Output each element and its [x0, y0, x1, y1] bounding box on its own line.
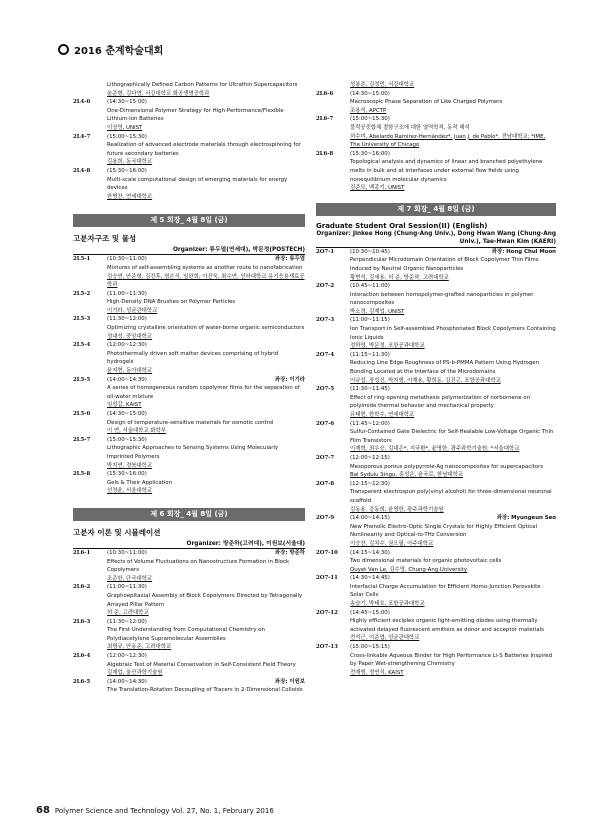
- entry-body: [107, 436, 305, 470]
- entry-authors: 김용희, 동국대학교: [107, 159, 153, 166]
- entry-time-line: [350, 282, 556, 291]
- entry-body: [350, 316, 556, 350]
- entry-authors: 이기라, 성균관대학교: [107, 307, 158, 314]
- entry-code: [73, 81, 107, 98]
- entry-body: [107, 410, 305, 436]
- entry-body: [350, 248, 556, 282]
- entry-code: 2L6-6: [316, 90, 334, 97]
- entry-time-line: [107, 549, 305, 558]
- entry-body: [350, 609, 556, 643]
- left-top-entries: [73, 81, 305, 201]
- page-number: 68: [36, 805, 50, 816]
- entry-authors: Bal Sydulu Singu, 홍성은, 윤국로, 한남대학교: [350, 472, 464, 479]
- entry-authors: 이재혁, 최우승, 김대은*, 지국환*, 윤명한, 광주과학기술원; *서울대학교: [350, 446, 520, 453]
- entry-time: (14:15~14:30): [350, 549, 390, 556]
- entry-time-line: [350, 351, 556, 360]
- entry-body: [350, 351, 556, 385]
- entry-code: 2L6-1: [73, 549, 91, 556]
- session-chair: 좌장: Hong Chul Moon: [491, 248, 556, 255]
- entry-time: (12:15~12:30): [350, 480, 390, 487]
- entry-authors: 송슬기, 박태호, 포항공과대학교: [350, 601, 425, 608]
- session7-title: Graduate Student Oral Session(II) (English): [316, 221, 488, 230]
- session7-entries: [316, 248, 556, 678]
- entry-time: (11:30~11:45): [350, 386, 390, 393]
- entry-time-line: [107, 410, 305, 419]
- entry-time: (15:30~16:00): [350, 150, 390, 157]
- session6-organizer: Organizer: 방준하(고려대), 이원보(서울대): [186, 540, 305, 547]
- entry-body: [107, 255, 305, 289]
- entry-time: (15:30~16:00): [107, 471, 147, 478]
- entry-title: Reducing Line Edge Roughness of PS-b-PMMA Pattern Using Hydrogen Bonding Located at the Interface of the Microdomains: [350, 360, 539, 376]
- entry-authors: 최명규, 안동준, 고려대학교: [107, 644, 172, 651]
- entry-time-line: [350, 480, 556, 489]
- session-chair: 좌장: 이원보: [274, 678, 305, 685]
- entry-title: Photothermally driven soft matter devices comprising of hybrid hydrogels: [107, 350, 279, 366]
- entry-authors: 정하영, 박문정, 포항공과대학교: [350, 343, 425, 350]
- entry-time-line: [350, 248, 556, 257]
- entry-code: 2L5-1: [73, 256, 91, 263]
- session-chair: 좌장: 방준하: [274, 549, 305, 556]
- entry-title: Highly efficient exciplex organic light-emitting diodes using thermally activated delayed fluorescent emitters as donor and acceptor materials: [350, 618, 544, 633]
- entry-time-line: [350, 549, 556, 558]
- circle-bullet-icon: [58, 44, 69, 55]
- entry-body: [107, 315, 305, 341]
- entry-title: Multi-scale computational design of emerging materials for energy devices: [107, 176, 288, 192]
- entry-code: 2O7-11: [316, 575, 338, 582]
- session5-entries: [73, 255, 305, 496]
- entry-time-line: [107, 341, 305, 350]
- entry-authors: 허수미, Abelardo Ramirez-Hernández*, Juan J. de Pablo*, 전남대학교; *IME, The University of Chicago: [350, 133, 546, 149]
- entry-time: (11:30~12:00): [107, 618, 147, 625]
- entry-code: 2L6-4: [73, 653, 91, 660]
- entry-authors: 김동용, 강동희, 윤명한, 광주과학기술원: [350, 506, 444, 513]
- program-entry: [73, 341, 305, 375]
- entry-authors: 윤지현, 동아대학교: [107, 368, 153, 375]
- entry-authors: 허 준, 고려대학교: [107, 610, 149, 617]
- page-footer: [36, 805, 274, 816]
- entry-body: [107, 549, 305, 583]
- header-title: 2016 춘계학술대회: [74, 46, 164, 57]
- program-entry: [316, 514, 556, 548]
- entry-body: [350, 454, 556, 480]
- entry-code: 2L4-7: [73, 133, 91, 140]
- entry-time-line: [350, 385, 556, 394]
- entry-authors: 박지연, 경북대학교: [107, 462, 153, 469]
- program-entry: [316, 248, 556, 282]
- session-chair: 좌장: 이기라: [274, 376, 305, 383]
- entry-time: (10:30~10:45): [350, 248, 390, 255]
- entry-time: (14:30~15:00): [107, 99, 147, 106]
- program-entry: [73, 133, 305, 167]
- entry-time: (15:00~15:30): [107, 133, 147, 140]
- entry-code: 2O7-4: [316, 351, 335, 358]
- program-entry: [73, 436, 305, 470]
- entry-time-line: [107, 376, 305, 385]
- program-entry: [316, 351, 556, 385]
- entry-body: [350, 81, 556, 90]
- entry-time: (15:30~16:00): [107, 167, 147, 174]
- session6-entries: [73, 549, 305, 695]
- entry-time: (10:45~11:00): [350, 283, 390, 290]
- session5-organizer: Organizer: 류두열(연세대), 박문정(POSTECH): [172, 247, 305, 254]
- entry-time: (12:00~12:15): [350, 454, 390, 461]
- entry-authors: 유태현, 한학수, 연세대학교: [350, 412, 415, 418]
- program-entry: [73, 470, 305, 496]
- entry-code: [316, 81, 350, 90]
- entry-body: [107, 98, 305, 132]
- entry-code: 2O7-5: [316, 386, 335, 393]
- entry-title: High-Density DNA Brushes on Polymer Particles: [107, 299, 236, 306]
- entry-time-line: [350, 150, 556, 159]
- entry-body: [107, 290, 305, 316]
- entry-authors: 황현석, 김세용, 허 준, 방준하, 고려대학교: [350, 274, 449, 281]
- session-chair: 좌장: Myungeun Seo: [496, 515, 556, 522]
- entry-code: 2O7-3: [316, 317, 335, 324]
- entry-title: Topological analysis and dynamics of linear and branched polyethylene melts in bulk and at interfaces under external flow fields using nonequilibrium molecular dynamics: [350, 159, 543, 183]
- entry-authors: 윤준형, 김다영, 서강대학교 화공생명공학과: [107, 90, 210, 97]
- entry-time-line: [350, 454, 556, 463]
- right-top-entries: [316, 81, 556, 193]
- entry-code: 2O7-8: [316, 480, 335, 487]
- entry-body: [107, 133, 305, 167]
- session7-organizer: Organizer: Jinkee Hong (Chung-Ang Univ.), Dong Hwan Wang (Chung-Ang Univ.), Tae-Hwan Kim (KAERI): [316, 230, 556, 245]
- entry-code: 2O7-10: [316, 549, 338, 556]
- entry-time-line: [350, 420, 556, 429]
- entry-code: 2O7-9: [316, 515, 335, 522]
- entry-title: Effects of Volume Fluctuations on Nanostructure Formation in Block Copolymers: [107, 558, 290, 574]
- entry-code: 2L6-2: [73, 584, 91, 591]
- entry-code: 2L5-6: [73, 411, 91, 417]
- entry-title: Ion Transport in Self-assembled Phosphonated Block Copolymers Containing Ionic Liquids: [350, 326, 556, 341]
- program-entry: [316, 385, 556, 419]
- program-entry: [316, 549, 556, 575]
- entry-time: (11:30~12:00): [107, 316, 147, 323]
- entry-authors: 전재범, 정연식, KAIST: [350, 669, 404, 676]
- entry-time: (11:00~11:30): [107, 290, 147, 297]
- program-entry: [73, 678, 305, 695]
- entry-code: 2O7-6: [316, 420, 335, 427]
- entry-body: [107, 167, 305, 201]
- entry-time-line: [107, 618, 305, 627]
- entry-title: 블럭공중합체 결함구조에 대한 열역학적, 동적 해석: [350, 124, 470, 131]
- entry-time-line: [107, 436, 305, 445]
- entry-authors: 이상영, UNIST: [107, 124, 143, 131]
- entry-title: New Phenolic Electro-Optic Single Crystals for Highly Efficient Optical Nonlinearity and Optical-to-THz Conversion: [350, 523, 537, 539]
- entry-authors: 조용석, APCTP: [350, 107, 387, 114]
- entry-title: Transparent electrospun poly(vinyl alcohol) for three-dimensional neuronal scaffold: [350, 489, 552, 504]
- entry-code: 2L5-3: [73, 316, 91, 323]
- entry-time-line: [107, 470, 305, 479]
- entry-time: (14:30~15:00): [107, 411, 147, 417]
- entry-body: [350, 150, 556, 193]
- entry-body: [350, 643, 556, 677]
- entry-title: Optimizing crystalline orientation of water-borne organic semiconductors: [107, 325, 305, 332]
- entry-body: [350, 420, 556, 454]
- program-entry: [73, 583, 305, 617]
- entry-code: 2O7-12: [316, 609, 338, 616]
- entry-body: [107, 678, 305, 695]
- program-entry: [316, 643, 556, 677]
- program-entry: [73, 549, 305, 583]
- right-column: [316, 81, 556, 677]
- program-entry: [316, 480, 556, 514]
- entry-title: Algebraic Test of Material Conservation in Self-Consistent Field Theory: [107, 661, 296, 668]
- entry-time-line: [350, 609, 556, 618]
- entry-body: [350, 282, 556, 316]
- entry-title: Mixtures of self-assembling systems as another route to nanofabrication: [107, 264, 303, 271]
- entry-body: [350, 90, 556, 116]
- entry-time-line: [107, 583, 305, 592]
- entry-code: 2O7-7: [316, 454, 335, 461]
- program-entry: [73, 98, 305, 132]
- entry-authors: 한병찬, 연세대학교: [107, 193, 153, 200]
- entry-code: 2L5-5: [73, 376, 91, 383]
- program-entry: [73, 167, 305, 201]
- entry-title: Macroscopic Phase Separation of Like Charged Polymers: [350, 99, 503, 106]
- left-column: [73, 81, 305, 695]
- entry-code: 2L6-3: [73, 618, 91, 625]
- entry-time-line: [350, 514, 556, 523]
- entry-title: Sulfur-Contained Gate Dielectric for Self-Healable Low-Voltage Organic Thin Film Transistors: [350, 429, 554, 444]
- entry-body: [107, 376, 305, 410]
- entry-time-line: [350, 115, 556, 124]
- session7-banner: 제 7 회장_ 4월 8일 (금): [316, 203, 556, 216]
- entry-authors: 임성갑, KAIST: [107, 402, 142, 409]
- entry-title: Interaction between homopolymer-grafted nanoparticles in polymer nanocomposites: [350, 291, 534, 307]
- entry-time-line: [107, 255, 305, 264]
- entry-title: Gels & Their Application: [107, 479, 173, 486]
- program-entry: [316, 574, 556, 608]
- entry-title: Effect of ring opening metathesis polymerization of norbornene on polyimide thermal behavior and mechanical property: [350, 394, 531, 410]
- entry-time: (11:15~11:30): [350, 351, 390, 358]
- entry-body: [350, 514, 556, 548]
- entry-code: 2O7-13: [316, 644, 338, 651]
- entry-title: Interfacial Charge Accumulation for Efficient Homo-Junction Perovskite Solar Cells: [350, 583, 541, 599]
- entry-time: (12:00~12:30): [107, 653, 147, 660]
- entry-title: Graphoepitaxial Assembly of Block Copolymers Directed by Tetragonally Arrayed Pillar Pattern: [107, 592, 303, 608]
- entry-time-line: [107, 167, 305, 176]
- entry-body: [107, 652, 305, 678]
- entry-authors: 이 연, 서울대학교 화학부: [107, 428, 166, 435]
- entry-time-line: [350, 574, 556, 583]
- entry-body: [350, 574, 556, 608]
- entry-body: [350, 385, 556, 419]
- entry-code: 2L6-5: [73, 678, 91, 685]
- program-entry: [73, 290, 305, 316]
- entry-time: (14:00~14:30): [107, 678, 147, 685]
- entry-title: Perpendicular Microdomain Orientation of Block Copolymer Thin Films Induced by Neutral Organic Nanoparticles: [350, 257, 539, 272]
- entry-title: Design of temperature-sensitive materials for osmotic control: [107, 419, 274, 426]
- entry-authors: 박소정, 김재업, UNIST: [350, 308, 405, 315]
- entry-code: 2L5-2: [73, 290, 91, 297]
- entry-time-line: [107, 315, 305, 324]
- program-entry: [73, 376, 305, 410]
- entry-time: (10:30~11:00): [107, 256, 147, 263]
- entry-code: 2L5-7: [73, 436, 91, 443]
- page-header: [58, 42, 163, 57]
- entry-authors: 김준모, 백종기, UNIST: [350, 185, 405, 192]
- program-entry: [73, 81, 305, 98]
- program-entry: [316, 316, 556, 350]
- entry-authors: 김재업, 울산과학기술원: [107, 670, 163, 677]
- program-entry: [73, 618, 305, 652]
- entry-time-line: [107, 290, 305, 299]
- entry-time: (15:00~15:15): [350, 644, 390, 651]
- entry-code: 2O7-1: [316, 248, 335, 255]
- entry-code: 2L6-7: [316, 116, 334, 123]
- entry-code: 2O7-2: [316, 283, 335, 290]
- session5-title: 고분자구조 및 물성: [73, 234, 137, 244]
- entry-title: Realization of advanced electrode materials through electrospinning for future secondary batteries: [107, 142, 301, 157]
- session6-title: 고분자 이론 및 시뮬레이션: [73, 527, 161, 537]
- entry-time: (14:30~14:45): [350, 575, 390, 582]
- session-chair: 좌장: 류두열: [274, 256, 305, 263]
- entry-title: The First Understanding from Computational Chemistry on Polydiacetylene Supramolecular Assemblies: [107, 627, 265, 642]
- entry-body: [107, 583, 305, 617]
- entry-body: [350, 115, 556, 149]
- entry-time-line: [350, 643, 556, 652]
- entry-body: [107, 470, 305, 496]
- entry-authors: 이규섭, 장성신, 박지형, 이재용, 황희동, 김진곤, 포항공과대학교: [350, 377, 501, 384]
- program-entry: [73, 255, 305, 289]
- entry-authors: 이승찬, 김치수, 권오필, 아주대학교: [350, 540, 434, 547]
- program-entry: [316, 454, 556, 480]
- entry-body: [350, 480, 556, 514]
- session6-banner: 제 6 회장_ 4월 8일 (금): [73, 508, 305, 521]
- entry-body: [107, 618, 305, 652]
- entry-authors: 조준한, 단국대학교: [107, 575, 153, 582]
- entry-time: (11:00~11:30): [107, 584, 147, 591]
- entry-title: One-Dimensional Polymer Strategy for High-Performance/Flexible Lithium-Ion Batteries: [107, 107, 284, 123]
- entry-time-line: [350, 90, 556, 99]
- entry-code: 2L4-8: [73, 167, 91, 174]
- entry-time-line: [107, 678, 305, 687]
- entry-time: (15:00~15:30): [350, 116, 390, 123]
- entry-authors: Quyet Van Le, 김수영, Chung-Ang University: [350, 566, 468, 573]
- entry-authors: 정대성, 중앙대학교: [107, 333, 153, 340]
- program-entry: [73, 315, 305, 341]
- entry-time: (14:00~14:30): [107, 376, 147, 383]
- entry-title: Mesoporous porous polypyrrole-Ag nanocomposites for supercapacitors: [350, 463, 544, 470]
- entry-time: (11:00~11:15): [350, 317, 390, 324]
- program-entry: [316, 609, 556, 643]
- entry-title: A series of homogeneous random copolymer films for the separation of oil-water mixture: [107, 385, 300, 400]
- program-entry: [316, 115, 556, 149]
- entry-time: (11:45~12:00): [350, 420, 390, 427]
- entry-title: The Translation-Rotation Decoupling of Tracers in 2-Dimensional Colloids: [107, 687, 303, 694]
- program-entry: [73, 410, 305, 436]
- entry-time: (10:30~11:00): [107, 549, 147, 556]
- entry-authors: 전석근, 이준엽, 성균관대학교: [350, 635, 420, 642]
- entry-title: Lithographically Defined Carbon Patterns for Ultrathin Supercapacitors: [107, 82, 298, 88]
- entry-time: (14:00~14:15): [350, 515, 390, 522]
- program-entry: [316, 81, 556, 90]
- entry-body: [107, 341, 305, 375]
- entry-time: (14:30~15:00): [350, 90, 390, 97]
- entry-title: Two dimensional materials for organic photovoltaic cells: [350, 558, 502, 565]
- entry-code: 2L5-4: [73, 342, 91, 349]
- entry-time: (12:00~12:30): [107, 342, 147, 349]
- journal-info: Polymer Science and Technology Vol. 27, No. 1, February 2016: [54, 806, 274, 815]
- program-entry: [316, 90, 556, 116]
- entry-time-line: [107, 98, 305, 107]
- entry-title: Cross-linkable Aqueous Binder for High Performance Li-S Batteries Inspired by Paper Wet-strengthening Chemistry: [350, 652, 553, 668]
- entry-body: [350, 549, 556, 575]
- entry-authors: 선정윤, 서울대학교: [107, 488, 153, 495]
- entry-time-line: [107, 652, 305, 661]
- entry-authors: 성봉준, 김정민, 서강대학교: [350, 82, 415, 88]
- session5-banner: 제 5 회장_ 4월 8일 (금): [73, 214, 305, 227]
- entry-title: Lithographic Approaches to Sensing Systems Using Molecularly Imprinted Polymers: [107, 445, 279, 460]
- entry-code: 2L4-6: [73, 99, 91, 106]
- program-entry: [316, 282, 556, 316]
- entry-body: [107, 81, 305, 98]
- entry-time: (14:45~15:00): [350, 609, 390, 616]
- entry-time: (15:00~15:30): [107, 436, 147, 443]
- entry-time-line: [107, 133, 305, 142]
- program-entry: [316, 150, 556, 193]
- program-entry: [316, 420, 556, 454]
- entry-code: 2L5-8: [73, 471, 91, 478]
- entry-code: 2L6-8: [316, 150, 334, 157]
- entry-time-line: [350, 316, 556, 325]
- program-entry: [73, 652, 305, 678]
- entry-authors: 김승연, 안준형, 김진후, 염은식, 임완희, 이진욱, 최수연, 인하대학교 유기응용재료공학과: [107, 273, 305, 289]
